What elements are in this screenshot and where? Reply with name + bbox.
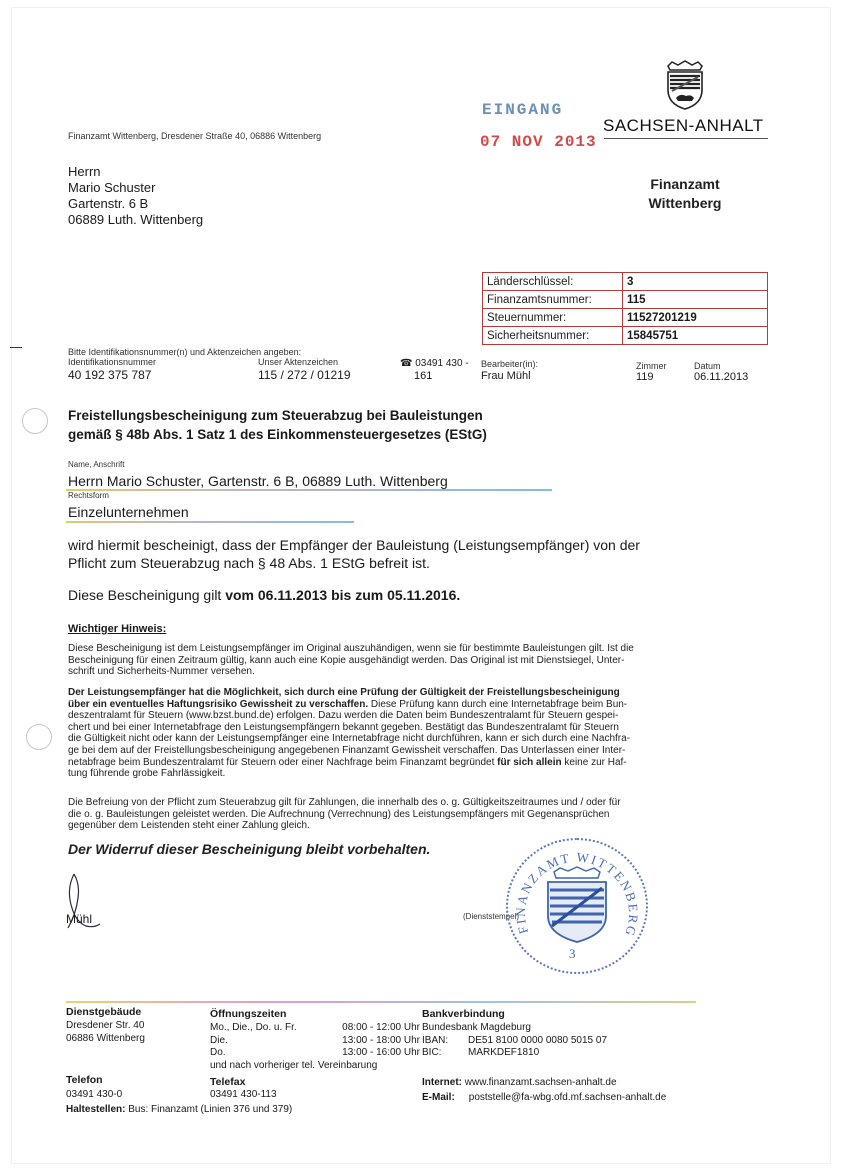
- internet-label: Internet:: [422, 1077, 462, 1088]
- revocation-note: Der Widerruf dieser Bescheinigung bleibt vorbehalten.: [68, 841, 431, 857]
- footer-fax-value: 03491 430-113: [210, 1089, 277, 1100]
- notice-line: chert und bei einer Internetabfrage den Leistungsempfängern bekannt gegeben. Bestätigt das Bundeszentralamt für Steuern: [68, 721, 619, 733]
- signature-name: Mühl: [66, 912, 93, 926]
- clerk-label: Bearbeiter(in):: [481, 359, 539, 369]
- name-field-underline: [66, 489, 552, 491]
- recipient-line: 06889 Luth. Wittenberg: [68, 212, 204, 227]
- notice-line: [68, 757, 696, 769]
- notice-line: die Gültigkeit nicht oder kann der Leistungsempfänger eine Internetabfrage nicht durchführen, kann er sich durch eine Nachfra-: [68, 733, 631, 745]
- notice-heading: Wichtiger Hinweis:: [68, 623, 167, 635]
- validity-statement: [68, 587, 460, 603]
- stops-value: Bus: Finanzamt (Linien 376 und 379): [128, 1104, 293, 1115]
- validity-prefix: Diese Bescheinigung gilt: [68, 587, 226, 603]
- notice-line: schrift und Sicherheits-Nummer versehen.: [68, 666, 255, 678]
- table-row: [483, 309, 768, 327]
- table-label: Länderschlüssel:: [483, 273, 623, 291]
- notice-line: [68, 687, 696, 699]
- hours-time: 13:00 - 18:00 Uhr: [342, 1034, 420, 1046]
- office-name: [630, 175, 740, 213]
- table-row: [483, 327, 768, 345]
- notice-bold-text: über ein eventuelles Haftungsrisiko Gewissheit zu verschaffen.: [68, 698, 369, 710]
- stops-label: Haltestellen:: [66, 1104, 126, 1115]
- iban-label: IBAN:: [422, 1034, 449, 1046]
- notice-paragraph-1: [68, 643, 696, 678]
- hours-note: und nach vorheriger tel. Vereinbarung: [210, 1059, 378, 1071]
- notice-line: gegenüber dem Leistenden steht einer Zahlung gleich.: [68, 820, 310, 832]
- title-line-1: Freistellungsbescheinigung zum Steuerabzug bei Bauleistungen: [68, 408, 483, 423]
- email-link[interactable]: poststelle@fa-wbg.ofd.mf.sachsen-anhalt.de: [468, 1092, 667, 1103]
- iban-value: DE51 8100 0000 0080 5015 07: [468, 1034, 608, 1046]
- certification-line: wird hiermit bescheinigt, dass der Empfänger der Bauleistung (Leistungsempfänger) von der: [68, 537, 640, 553]
- hours-time: 13:00 - 16:00 Uhr: [342, 1047, 420, 1058]
- table-value: 3: [623, 273, 768, 291]
- legal-form-underline: [66, 521, 354, 523]
- seal-label: (Dienststempel): [463, 912, 520, 921]
- table-label: Sicherheitsnummer:: [483, 327, 623, 345]
- seal-ring-text: FINANZAMT WITTENBERG: [512, 849, 642, 940]
- office-line-1: Finanzamt: [650, 176, 720, 192]
- footer-bank-heading: Bankverbindung: [422, 1008, 505, 1020]
- name-field-label: Name, Anschrift: [68, 460, 125, 469]
- bic-row: [422, 1047, 607, 1060]
- notice-line: Die Befreiung von der Pflicht zum Steuerabzug gilt für Zahlungen, die innerhalb des o. g. Gültigkeitszeitraumes und / oder für: [68, 797, 621, 808]
- id-value: 40 192 375 787: [68, 368, 152, 382]
- table-label: Steuernummer:: [483, 309, 623, 327]
- room-value: 119: [636, 371, 654, 383]
- hours-time: 08:00 - 12:00 Uhr: [342, 1022, 420, 1033]
- notice-line: Diese Bescheinigung ist dem Leistungsempfänger im Original auszuhändigen, wenn sie für bestimmte Bauleistungen gilt. Ist die: [68, 643, 634, 654]
- eingang-stamp-date: 07 NOV 2013: [480, 133, 597, 151]
- footer-office-address: [66, 1020, 145, 1045]
- notice-line: tung führende grobe Fahrlässigkeit.: [68, 768, 226, 780]
- id-label: Identifikationsnummer: [68, 357, 157, 367]
- footer-phone-heading: Telefon: [66, 1074, 103, 1086]
- email-label: E-Mail:: [422, 1092, 455, 1103]
- footer-office-heading: Dienstgebäude: [66, 1006, 142, 1018]
- hours-days: Die.: [210, 1034, 228, 1046]
- footer-hours-heading: Öffnungszeiten: [210, 1008, 287, 1020]
- state-name-underline: [604, 138, 768, 139]
- hours-days: Mo., Die., Do. u. Fr.: [210, 1022, 297, 1033]
- legal-form-value: Einzelunternehmen: [68, 504, 189, 520]
- date-label: Datum: [694, 361, 721, 371]
- hours-days: Do.: [210, 1047, 226, 1058]
- footer-phone-value: 03491 430-0: [66, 1089, 123, 1100]
- footer-rule: [66, 1001, 696, 1003]
- bic-value: MARKDEF1810: [468, 1047, 540, 1058]
- sender-line: Finanzamt Wittenberg, Dresdener Straße 40, 06886 Wittenberg: [68, 131, 322, 141]
- official-seal: [506, 838, 648, 974]
- notice-line: Bescheinigung für einen Zeitraum gültig, kann auch eine Kopie ausgehändigt werden. Das Original ist mit Dienstsiegel, Unter-: [68, 654, 625, 666]
- eingang-stamp-label: EINGANG: [482, 101, 564, 119]
- recipient-line: Gartenstr. 6 B: [68, 196, 149, 211]
- notice-line: deszentralamt für Steuern (www.bzst.bund.de) erfolgen. Dazu werden die Daten beim Bundeszentralamt für Steuern gespei-: [68, 710, 619, 722]
- notice-text: netabfrage beim Bundeszentralamt für Steuern oder einer Nachfrage beim Finanzamt begründet: [68, 756, 498, 768]
- certification-text: [68, 536, 640, 572]
- coat-of-arms-icon: [664, 60, 706, 115]
- footer-fax-heading: Telefax: [210, 1076, 246, 1088]
- certification-line: Pflicht zum Steuerabzug nach § 48 Abs. 1 EStG befreit ist.: [68, 555, 430, 571]
- notice-paragraph-2: [68, 687, 696, 780]
- recipient-line: Mario Schuster: [68, 180, 156, 195]
- bank-name: Bundesbank Magdeburg: [422, 1022, 531, 1033]
- iban-row: [422, 1035, 607, 1048]
- notice-line: [68, 699, 696, 711]
- table-value: 115: [623, 291, 768, 309]
- footer-hours: [210, 1022, 420, 1072]
- table-value: 15845751: [623, 327, 768, 345]
- state-name: SACHSEN-ANHALT: [603, 116, 764, 135]
- bic-label: BIC:: [422, 1047, 442, 1058]
- recipient-address: [68, 164, 203, 228]
- table-row: [483, 291, 768, 309]
- document-title: [68, 406, 487, 444]
- reference-note: Bitte Identifikationsnummer(n) und Aktenzeichen angeben:: [68, 347, 302, 357]
- footer-office-line: Dresdener Str. 40: [66, 1020, 145, 1031]
- office-line-2: Wittenberg: [648, 195, 722, 211]
- phone-ext: 161: [414, 370, 433, 382]
- punch-hole-bottom: [26, 724, 52, 750]
- table-value: 11527201219: [623, 309, 768, 327]
- notice-bold-text: für sich allein: [497, 756, 562, 768]
- clerk-value: Frau Mühl: [481, 370, 531, 382]
- hours-row: [210, 1022, 420, 1035]
- notice-line: die o. g. Bauleistungen geleistet werden. Die Aufrechnung (Verrechnung) des Leistungsempfängers mit Gegenansprüchen: [68, 808, 610, 820]
- punch-hole-top: [22, 408, 48, 434]
- recipient-line: Herrn: [68, 164, 101, 179]
- table-row: [483, 273, 768, 291]
- notice-line: ge bei dem auf der Freistellungsbescheinigung angegebenen Finanzamt Gewissheit verschaffen. Das Unterlassen einer Inter-: [68, 744, 626, 756]
- room-label: Zimmer: [636, 361, 667, 371]
- internet-link[interactable]: www.finanzamt.sachsen-anhalt.de: [464, 1077, 617, 1088]
- name-field-value: Herrn Mario Schuster, Gartenstr. 6 B, 06889 Luth. Wittenberg: [68, 473, 448, 489]
- legal-form-label: Rechtsform: [68, 491, 109, 500]
- footer-office-line: 06886 Wittenberg: [66, 1032, 145, 1044]
- footer-stops: [66, 1104, 292, 1117]
- footer-email: [422, 1092, 666, 1105]
- notice-text: keine zur Haf-: [561, 756, 627, 768]
- footer-bank: [422, 1022, 607, 1060]
- file-value: 115 / 272 / 01219: [258, 368, 351, 382]
- tax-key-table: [482, 272, 768, 345]
- file-label: Unser Aktenzeichen: [258, 357, 339, 367]
- hours-row: [210, 1047, 420, 1060]
- footer-internet: [422, 1077, 617, 1090]
- hours-row: [210, 1035, 420, 1048]
- notice-text: Diese Prüfung kann durch eine Internetabfrage beim Bun-: [368, 698, 628, 710]
- date-value: 06.11.2013: [694, 371, 749, 383]
- title-line-2: gemäß § 48b Abs. 1 Satz 1 des Einkommensteuergesetzes (EStG): [68, 427, 487, 442]
- table-label: Finanzamtsnummer:: [483, 291, 623, 309]
- notice-bold-text: Der Leistungsempfänger hat die Möglichkeit, sich durch eine Prüfung der Gültigkeit der Freistellungsbescheinigung: [68, 687, 620, 698]
- notice-paragraph-3: [68, 797, 696, 832]
- margin-mark: [10, 347, 22, 348]
- validity-period: vom 06.11.2013 bis zum 05.11.2016.: [225, 587, 461, 603]
- phone-label: ☎ 03491 430 -: [400, 358, 469, 369]
- seal-number: 3: [569, 946, 576, 961]
